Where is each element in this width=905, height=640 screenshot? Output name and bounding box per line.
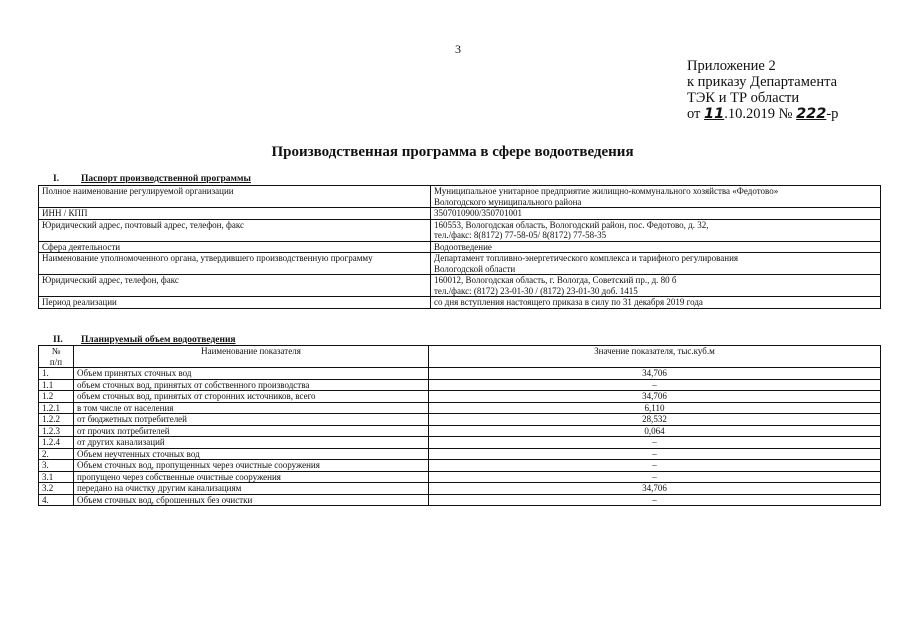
date-day-handwritten: 11 [704, 106, 725, 122]
volume-row [39, 379, 881, 391]
row-number: 1.1 [39, 379, 74, 391]
section-1-number: I. [53, 174, 60, 184]
row-name: от прочих потребителей [74, 425, 429, 437]
passport-value-line: Вологодского муниципального района [434, 196, 582, 207]
row-value: – [429, 437, 881, 449]
passport-row [39, 186, 881, 208]
row-value: – [429, 448, 881, 460]
row-value: – [429, 379, 881, 391]
passport-value [431, 241, 881, 253]
passport-label: ИНН / КПП [39, 208, 431, 220]
header-value: Значение показателя, тыс.куб.м [429, 346, 881, 368]
row-name: объем сточных вод, принятых от сторонних источников, всего [74, 391, 429, 403]
row-name: объем сточных вод, принятых от собственного производства [74, 379, 429, 391]
passport-label: Период реализации [39, 297, 431, 309]
passport-value-line: тел./факс: (8172) 23-01-30 / (8172) 23-01-30 доб. 1415 [434, 285, 638, 296]
row-name: Объем сточных вод, пропущенных через очистные сооружения [74, 460, 429, 472]
volume-row [39, 414, 881, 426]
appendix-date-line [687, 106, 838, 122]
row-number: 3.1 [39, 471, 74, 483]
row-value: 34,706 [429, 483, 881, 495]
row-name: в том числе от населения [74, 402, 429, 414]
header-name: Наименование показателя [74, 346, 429, 368]
passport-label: Полное наименование регулируемой организации [39, 186, 431, 208]
row-number: 3. [39, 460, 74, 472]
volume-table-header [39, 346, 881, 368]
passport-table [38, 185, 881, 309]
row-value: – [429, 460, 881, 472]
row-name: пропущено через собственные очистные сооружения [74, 471, 429, 483]
row-name: от других канализаций [74, 437, 429, 449]
section-2-heading [53, 335, 236, 345]
date-prefix: от [687, 106, 705, 122]
volume-row [39, 448, 881, 460]
volume-row [39, 494, 881, 506]
volume-row [39, 425, 881, 437]
section-1-title: Паспорт производственной программы [81, 174, 251, 184]
volume-row [39, 437, 881, 449]
row-number: 1.2 [39, 391, 74, 403]
volume-row [39, 483, 881, 495]
passport-value-line: 160012, Вологодская область, г. Вологда, Советский пр., д. 80 б [434, 275, 677, 285]
section-1-heading [53, 174, 251, 184]
row-name: Объем принятых сточных вод [74, 368, 429, 380]
date-rest: .10.2019 № [724, 106, 797, 122]
section-2-title: Планируемый объем водоотведения [81, 335, 236, 345]
appendix-line-2: к приказу Департамента [687, 74, 838, 90]
page-number: 3 [455, 42, 461, 56]
passport-row [39, 208, 881, 220]
passport-value [431, 219, 881, 241]
passport-value-line: со дня вступления настоящего приказа в силу по 31 декабря 2019 года [434, 297, 703, 307]
row-number: 1.2.1 [39, 402, 74, 414]
row-name: Объем неучтенных сточных вод [74, 448, 429, 460]
passport-row [39, 275, 881, 297]
volume-row [39, 368, 881, 380]
row-value: 0,064 [429, 425, 881, 437]
volume-row [39, 402, 881, 414]
section-2-number: II. [53, 335, 63, 345]
appendix-line-1: Приложение 2 [687, 58, 776, 74]
row-number: 1.2.4 [39, 437, 74, 449]
row-number: 4. [39, 494, 74, 506]
row-value: – [429, 494, 881, 506]
passport-value-line: 3507010900/350701001 [434, 208, 523, 218]
volume-table [38, 345, 881, 506]
passport-label: Юридический адрес, телефон, факс [39, 275, 431, 297]
passport-label: Наименование уполномоченного органа, утвердившего производственную программу [39, 253, 431, 275]
passport-value-line: Водоотведение [434, 241, 492, 252]
passport-value-line: Вологодской области [434, 263, 516, 274]
volume-row [39, 460, 881, 472]
appendix-block [687, 58, 838, 122]
passport-label: Сфера деятельности [39, 241, 431, 253]
row-number: 2. [39, 448, 74, 460]
row-name: Объем сточных вод, сброшенных без очистки [74, 494, 429, 506]
order-suffix: -р [826, 106, 839, 122]
row-value: – [429, 471, 881, 483]
row-number: 1.2.3 [39, 425, 74, 437]
passport-value [431, 275, 881, 297]
row-value: 28,532 [429, 414, 881, 426]
passport-row [39, 297, 881, 309]
passport-value [431, 253, 881, 275]
row-number: 3.2 [39, 483, 74, 495]
passport-value [431, 186, 881, 208]
passport-row [39, 253, 881, 275]
passport-label: Юридический адрес, почтовый адрес, телефон, факс [39, 219, 431, 241]
order-number-handwritten: 222 [796, 106, 827, 122]
row-name: передано на очистку другим канализациям [74, 483, 429, 495]
header-num [39, 346, 74, 368]
row-value: 34,706 [429, 391, 881, 403]
row-value: 34,706 [429, 368, 881, 380]
passport-value-line: Департамент топливно-энергетического комплекса и тарифного регулирования [434, 253, 739, 263]
row-value: 6,110 [429, 402, 881, 414]
row-number: 1.2.2 [39, 414, 74, 426]
row-number: 1. [39, 368, 74, 380]
volume-row [39, 391, 881, 403]
passport-value-line: 160553, Вологодская область, Вологодский район, пос. Федотово, д. 32, [434, 219, 709, 230]
passport-value [431, 297, 881, 309]
header-num-line2: п/п [49, 356, 63, 367]
passport-value [431, 208, 881, 220]
header-num-line1: № [51, 346, 61, 356]
appendix-line-3: ТЭК и ТР области [687, 90, 800, 106]
passport-value-line: тел./факс: 8(8172) 77-58-05/ 8(8172) 77-58-35 [434, 230, 607, 240]
passport-value-line: Муниципальное унитарное предприятие жилищно-коммунального хозяйства «Федотово» [434, 186, 779, 196]
volume-row [39, 471, 881, 483]
passport-row [39, 219, 881, 241]
row-name: от бюджетных потребителей [74, 414, 429, 426]
passport-row [39, 241, 881, 253]
document-title: Производственная программа в сфере водоотведения [271, 144, 634, 160]
